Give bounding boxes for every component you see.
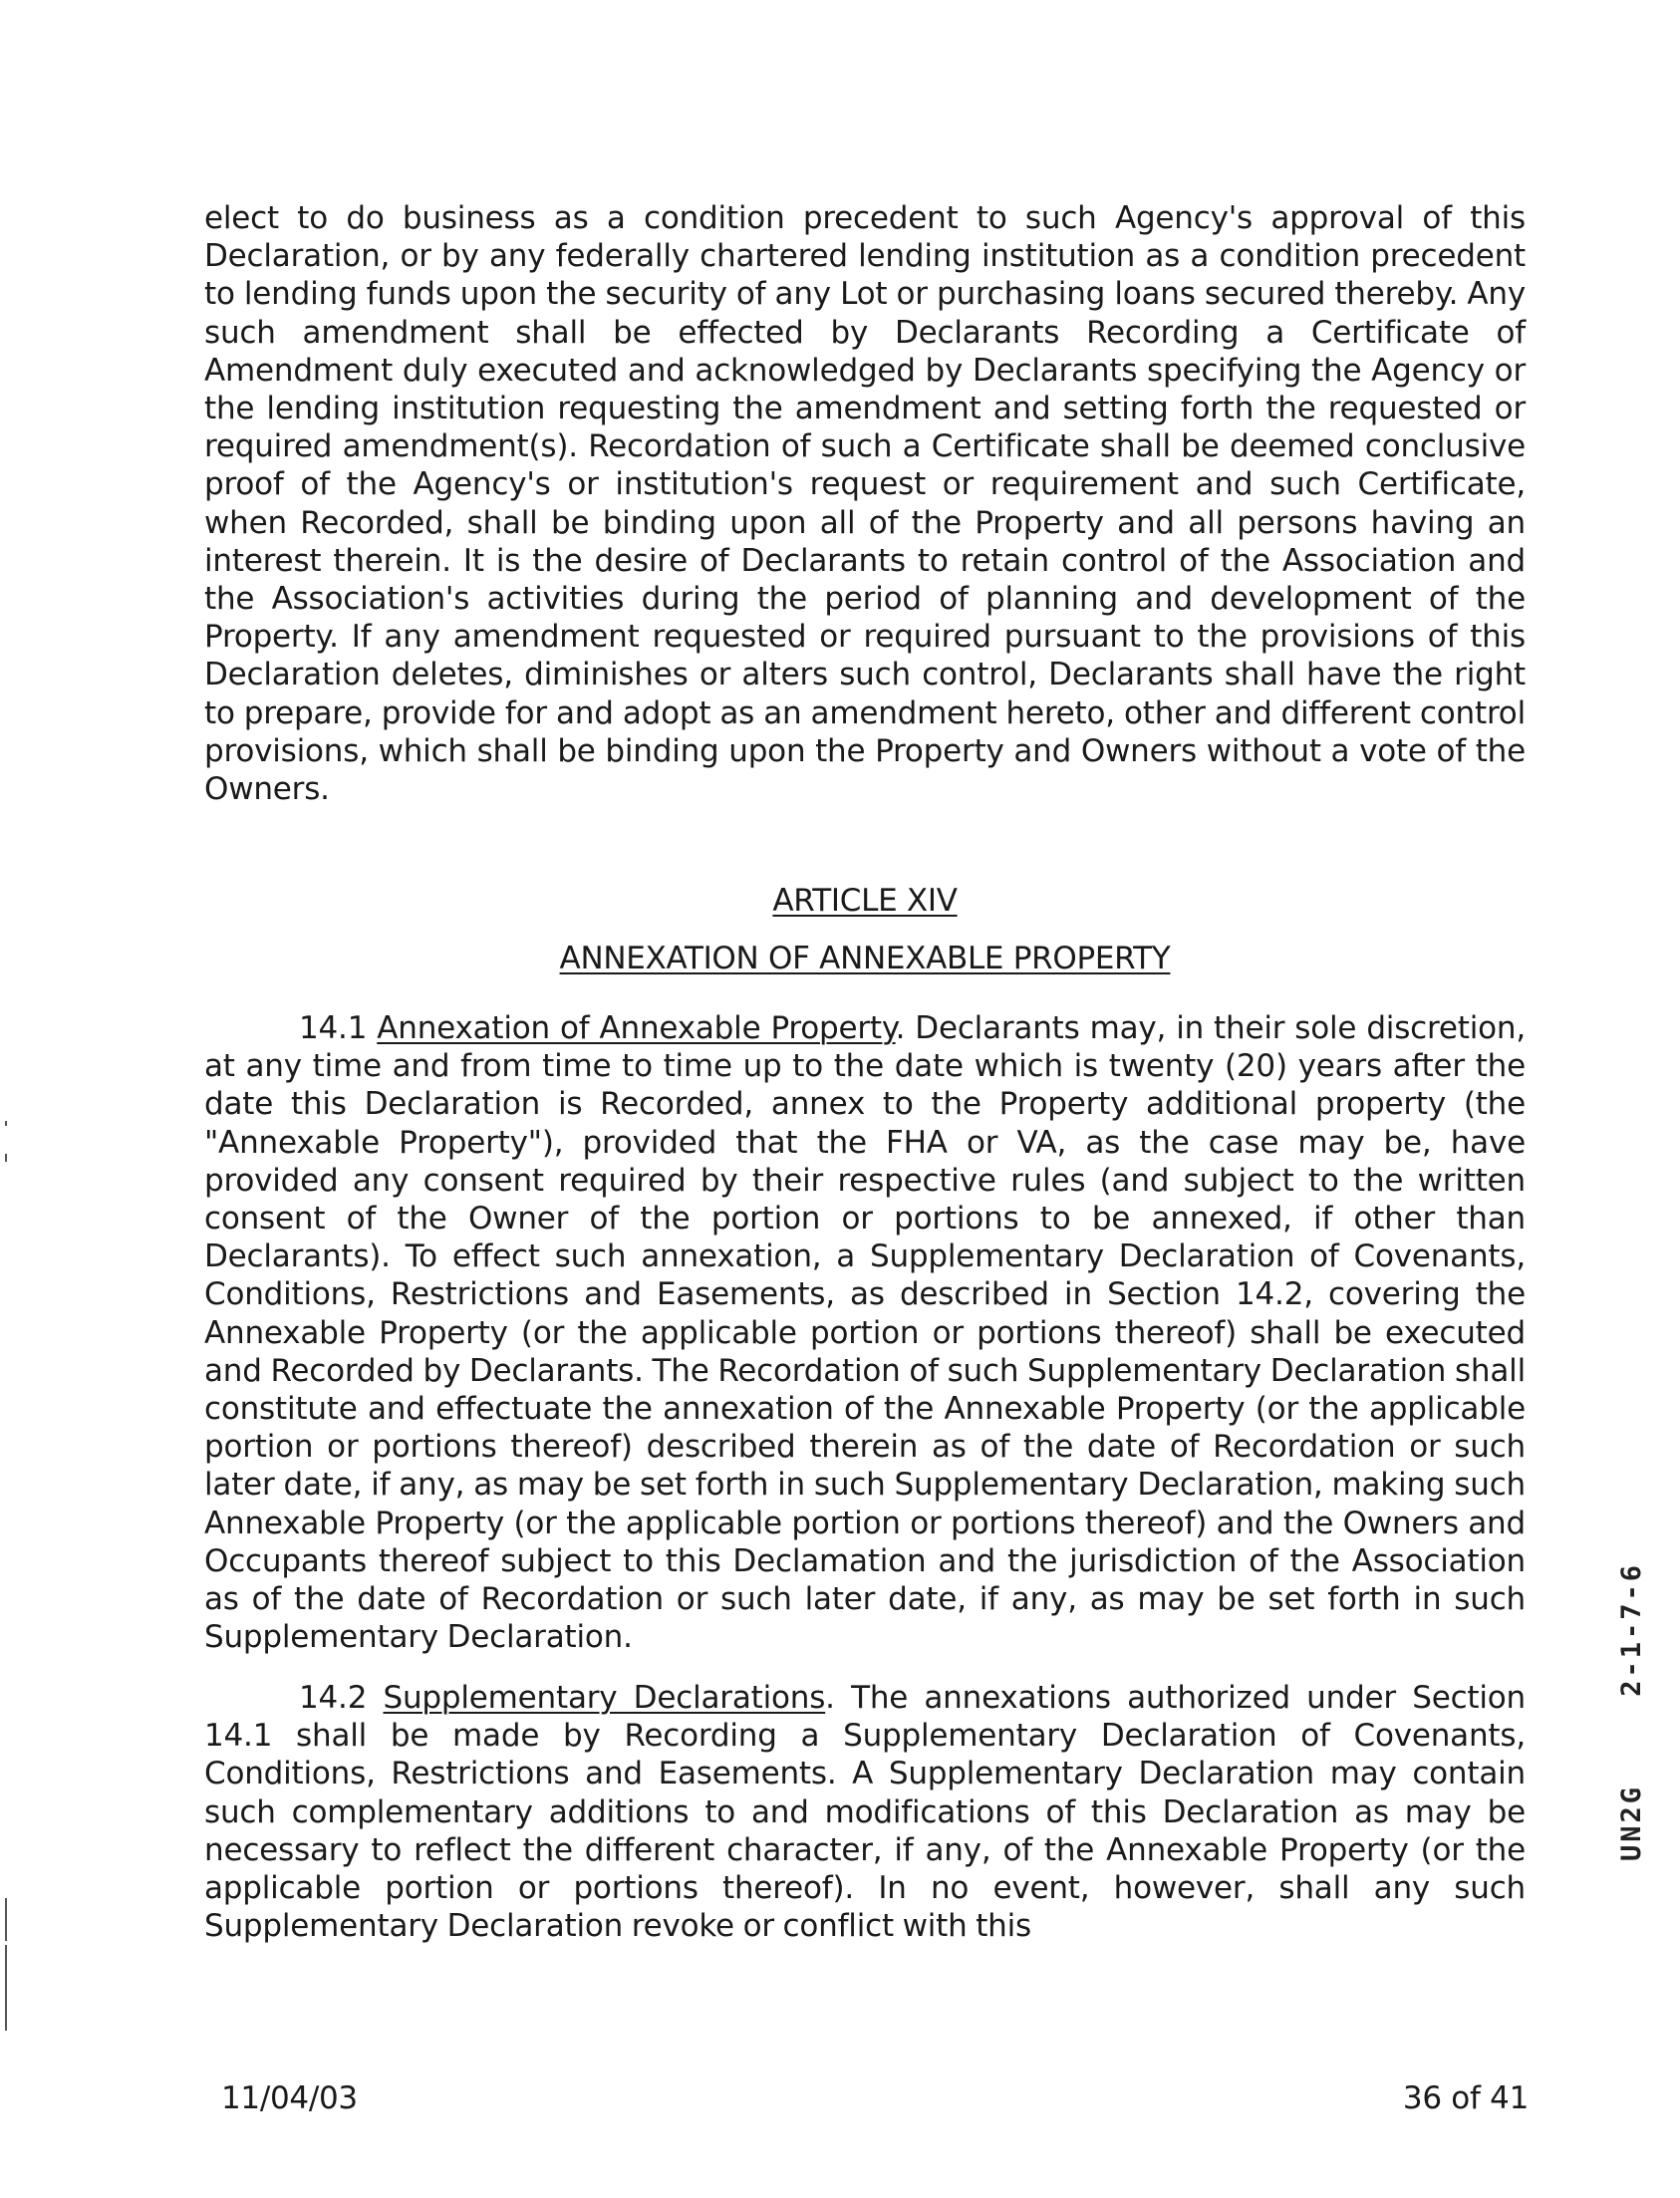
section-heading: Supplementary Declarations [383,1680,826,1716]
recording-stamp-upper: 2-1-7-6 [1615,1562,1647,1697]
intro-paragraph [204,199,1526,808]
intro-paragraph-text: elect to do business as a condition precedent to such Agency's approval of this Declaration, or by any federally chartered lending institution as a condition precedent to lending funds upon the security of any Lot or purchasing loans secured thereby. Any such amendment shall be effected by Declarants Recording a Certificate of Amendment duly executed and acknowledged by Declarants specifying the Agency or the lending institution requesting the amendment and setting forth the requested or required amendment(s). Recordation of such a Certificate shall be deemed conclusive proof of the Agency's or institution's request or requirement and such Certificate, when Recorded, shall be binding upon all of the Property and all persons having an interest therein. It is the desire of Declarants to retain control of the Association and the Association's activities during the period of planning and development of the Property. If any amendment requested or required pursuant to the provisions of this Declaration deletes, diminishes or alters such control, Declarants shall have the right to prepare, provide for and adopt as an amendment hereto, other and different control provisions, which shall be binding upon the Property and Owners without a vote of the Owners. [204,200,1526,808]
article-number: ARTICLE XIV [772,883,958,919]
scan-edge-mark [5,1898,7,1941]
section-14-1: 14.1 Annexation of Annexable Property. Declarants may, in their sole discretion, at any time and from time to time up to the date which is twenty (20) years after the date this Declaration is Recorded, annex to the Property additional property (the "Annexable Property"), provided that the FHA or VA, as the case may be, have provided any consent required by their respective rules (and subject to the written consent of the Owner of the portion or portions to be annexed, if other than Declarants). To effect such annexation, a Supplementary Declaration of Covenants, Conditions, Restrictions and Easements, as described in Section 14.2, covering the Annexable Property (or the applicable portion or portions thereof) shall be executed and Recorded by Declarants. The Recordation of such Supplementary Declaration shall constitute and effectuate the annexation of the Annexable Property (or the applicable portion or portions thereof) described therein as of the date of Recordation or such later date, if any, as may be set forth in such Supplementary Declaration, making such Annexable Property (or the applicable portion or portions thereof) and the Owners and Occupants thereof subject to this Declamation and the jurisdiction of the Association as of the date of Recordation or such later date, if any, as may be set forth in such Supplementary Declaration. [204,1010,1526,1656]
footer-page-number: 36 of 41 [1402,2080,1529,2116]
scan-edge-mark [5,1945,7,2031]
section-text: Declarants may, in their sole discretion, at any time and from time to time up to the date which is twenty (20) years after the date this Declaration is Recorded, annex to the Property additional property (the "Annexable Property"), provided that the FHA or VA, as the case may be, have provided any consent required by their respective rules (and subject to the written consent of the Owner of the portion or portions to be annexed, if other than Declarants). To effect such annexation, a Supplementary Declaration of Covenants, Conditions, Restrictions and Easements, as described in Section 14.2, covering the Annexable Property (or the applicable portion or portions thereof) shall be executed and Recorded by Declarants. The Recordation of such Supplementary Declaration shall constitute and effectuate the annexation of the Annexable Property (or the applicable portion or portions thereof) described therein as of the date of Recordation or such later date, if any, as may be set forth in such Supplementary Declaration, making such Annexable Property (or the applicable portion or portions thereof) and the Owners and Occupants thereof subject to this Declamation and the jurisdiction of the Association as of the date of Recordation or such later date, if any, as may be set forth in such Supplementary Declaration. [204,1010,1526,1656]
article-title: ANNEXATION OF ANNEXABLE PROPERTY [559,941,1171,976]
section-number: 14.1 [299,1010,368,1046]
section-14-2: 14.2 Supplementary Declarations. The annexations authorized under Section 14.1 shall be made by Recording a Supplementary Declaration of Covenants, Conditions, Restrictions and Easements. A Supplementary Declaration may contain such complementary additions to and modifications of this Declaration as may be necessary to reflect the different character, if any, of the Annexable Property (or the applicable portion or portions thereof). In no event, however, shall any such Supplementary Declaration revoke or conflict with this [204,1680,1527,1945]
section-text: The annexations authorized under Section 14.1 shall be made by Recording a Supplementary Declaration of Covenants, Conditions, Restrictions and Easements. A Supplementary Declaration may contain such complementary additions to and modifications of this Declaration as may be necessary to reflect the different character, if any, of the Annexable Property (or the applicable portion or portions thereof). In no event, however, shall any such Supplementary Declaration revoke or conflict with this [204,1680,1527,1945]
scan-edge-mark [5,1121,7,1126]
recording-stamp-lower: UN2G [1615,1784,1647,1861]
scan-edge-mark [5,1154,7,1162]
section-number: 14.2 [299,1680,368,1716]
recording-stamp [1616,1562,1646,1861]
footer-date: 11/04/03 [221,2080,358,2116]
section-heading: Annexation of Annexable Property [377,1010,896,1046]
